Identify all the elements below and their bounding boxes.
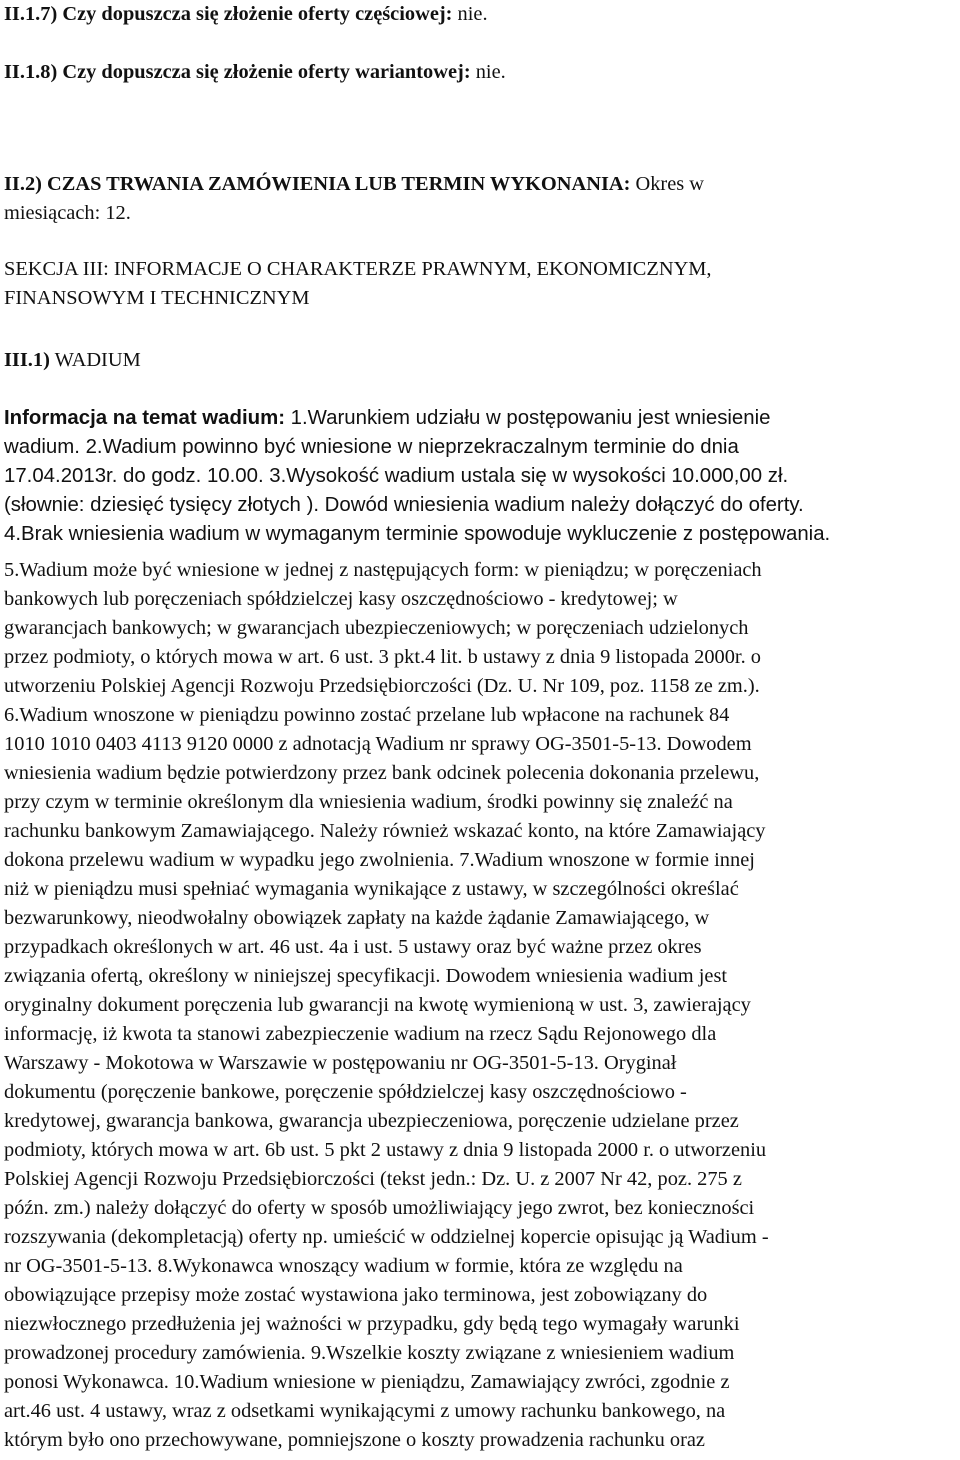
- section-3-1-heading: [4, 346, 141, 375]
- paragraph-line: późn. zm.) należy dołączyć do oferty w sposób umożliwiający jego zwrot, bez konieczności: [4, 1197, 755, 1219]
- section-2-1-8-value: nie.: [470, 61, 506, 83]
- paragraph-line: przypadkach określonych w art. 46 ust. 4a i ust. 5 ustawy oraz być ważne przez okres: [4, 936, 702, 958]
- wadium-info-line: 1.Warunkiem udziału w postępowaniu jest wniesienie: [285, 407, 771, 429]
- paragraph-line: rachunku bankowym Zamawiającego. Należy również wskazać konto, na które Zamawiający: [4, 820, 766, 842]
- wadium-body-paragraph: [4, 556, 769, 1455]
- paragraph-line: bankowych lub poręczeniach spółdzielczej kasy oszczędnościowo - kredytowej; w: [4, 588, 678, 610]
- section-2-1-8-label: II.1.8) Czy dopuszcza się złożenie oferty wariantowej:: [4, 61, 471, 83]
- paragraph-line: związania ofertą, określony w niniejszej specyfikacji. Dowodem wniesienia wadium jest: [4, 965, 728, 987]
- paragraph-line: 6.Wadium wnoszone w pieniądzu powinno zostać przelane lub wpłacone na rachunek 84: [4, 704, 730, 726]
- paragraph-line: art.46 ust. 4 ustawy, wraz z odsetkami wynikającymi z umowy rachunku bankowego, na: [4, 1400, 726, 1422]
- paragraph-line: nr OG-3501-5-13. 8.Wykonawca wnoszący wadium w formie, która ze względu na: [4, 1255, 683, 1277]
- section-2-2-value-cont: miesiącach: 12.: [4, 202, 131, 224]
- paragraph-line: przez podmioty, o których mowa w art. 6 ust. 3 pkt.4 lit. b ustawy z dnia 9 listopada 2000r. o: [4, 646, 761, 668]
- paragraph-line: informację, iż kwota ta stanowi zabezpieczenie wadium na rzecz Sądu Rejonowego dla: [4, 1023, 717, 1045]
- wadium-info-line: wadium. 2.Wadium powinno być wniesione w nieprzekraczalnym terminie do dnia: [4, 436, 739, 458]
- paragraph-line: utworzeniu Polskiej Agencji Rozwoju Przedsiębiorczości (Dz. U. Nr 109, poz. 1158 ze zm.).: [4, 675, 760, 697]
- section-2-1-7: [4, 0, 488, 29]
- wadium-info-line: 17.04.2013r. do godz. 10.00. 3.Wysokość wadium ustala się w wysokości 10.000,00 zł.: [4, 465, 789, 487]
- paragraph-line: Warszawy - Mokotowa w Warszawie w postępowaniu nr OG-3501-5-13. Oryginał: [4, 1052, 677, 1074]
- paragraph-line: wniesienia wadium będzie potwierdzony przez bank odcinek polecenia dokonania przelewu,: [4, 762, 760, 784]
- paragraph-line: bezwarunkowy, nieodwołalny obowiązek zapłaty na każde żądanie Zamawiającego, w: [4, 907, 710, 929]
- paragraph-line: kredytowej, gwarancja bankowa, gwarancja ubezpieczeniowa, poręczenie udzielane przez: [4, 1110, 739, 1132]
- section-2-2: [4, 170, 704, 228]
- paragraph-line: Polskiej Agencji Rozwoju Przedsiębiorczości (tekst jedn.: Dz. U. z 2007 Nr 42, poz. 275 z: [4, 1168, 742, 1190]
- paragraph-line: prowadzonej procedury zamówienia. 9.Wszelkie koszty związane z wniesieniem wadium: [4, 1342, 735, 1364]
- paragraph-line: dokumentu (poręczenie bankowe, poręczenie spółdzielczej kasy oszczędnościowo -: [4, 1081, 687, 1103]
- paragraph-line: oryginalny dokument poręczenia lub gwarancji na kwotę wymienioną w ust. 3, zawierający: [4, 994, 751, 1016]
- paragraph-line: podmioty, których mowa w art. 6b ust. 5 pkt 2 ustawy z dnia 9 listopada 2000 r. o utworzeniu: [4, 1139, 767, 1161]
- paragraph-line: dokona przelewu wadium w wypadku jego zwolnienia. 7.Wadium wnoszone w formie innej: [4, 849, 755, 871]
- section-2-1-7-value: nie.: [452, 3, 488, 25]
- paragraph-line: 5.Wadium może być wniesione w jednej z następujących form: w pieniądzu; w poręczeniach: [4, 559, 762, 581]
- paragraph-line: którym było ono przechowywane, pomniejszone o koszty prowadzenia rachunku oraz: [4, 1429, 705, 1451]
- section-3-heading: [4, 255, 712, 313]
- paragraph-line: 1010 1010 0403 4113 9120 0000 z adnotacją Wadium nr sprawy OG-3501-5-13. Dowodem: [4, 733, 752, 755]
- paragraph-line: gwarancjach bankowych; w gwarancjach ubezpieczeniowych; w poręczeniach udzielonych: [4, 617, 749, 639]
- section-2-2-label: II.2) CZAS TRWANIA ZAMÓWIENIA LUB TERMIN WYKONANIA:: [4, 173, 631, 195]
- wadium-info-line: 4.Brak wniesienia wadium w wymaganym terminie spowoduje wykluczenie z postępowania.: [4, 523, 831, 545]
- paragraph-line: niż w pieniądzu musi spełniać wymagania wynikające z ustawy, w szczególności określać: [4, 878, 739, 900]
- wadium-info-label: Informacja na temat wadium:: [4, 407, 285, 429]
- section-3-1-title: WADIUM: [49, 349, 141, 371]
- paragraph-line: ponosi Wykonawca. 10.Wadium wniesione w pieniądzu, Zamawiający zwróci, zgodnie z: [4, 1371, 730, 1393]
- paragraph-line: rozszywania (dekompletacją) oferty np. umieścić w oddzielnej kopercie opisując ją Wadium -: [4, 1226, 769, 1248]
- section-3-1-label: III.1): [4, 349, 50, 371]
- paragraph-line: przy czym w terminie określonym dla wniesienia wadium, środki powinny się znaleźć na: [4, 791, 733, 813]
- section-2-1-8: [4, 58, 506, 87]
- paragraph-line: niezwłocznego przedłużenia jej ważności w przypadku, gdy będą tego wymagały warunki: [4, 1313, 740, 1335]
- section-2-2-value: Okres w: [630, 173, 705, 195]
- section-3-heading-line1: SEKCJA III: INFORMACJE O CHARAKTERZE PRAWNYM, EKONOMICZNYM,: [4, 258, 712, 280]
- wadium-info-line: (słownie: dziesięć tysięcy złotych ). Dowód wniesienia wadium należy dołączyć do oferty.: [4, 494, 804, 516]
- section-3-heading-line2: FINANSOWYM I TECHNICZNYM: [4, 287, 310, 309]
- wadium-info-block: [4, 404, 830, 549]
- paragraph-line: obowiązujące przepisy może zostać wystawiona jako terminowa, jest zobowiązany do: [4, 1284, 708, 1306]
- section-2-1-7-label: II.1.7) Czy dopuszcza się złożenie oferty częściowej:: [4, 3, 453, 25]
